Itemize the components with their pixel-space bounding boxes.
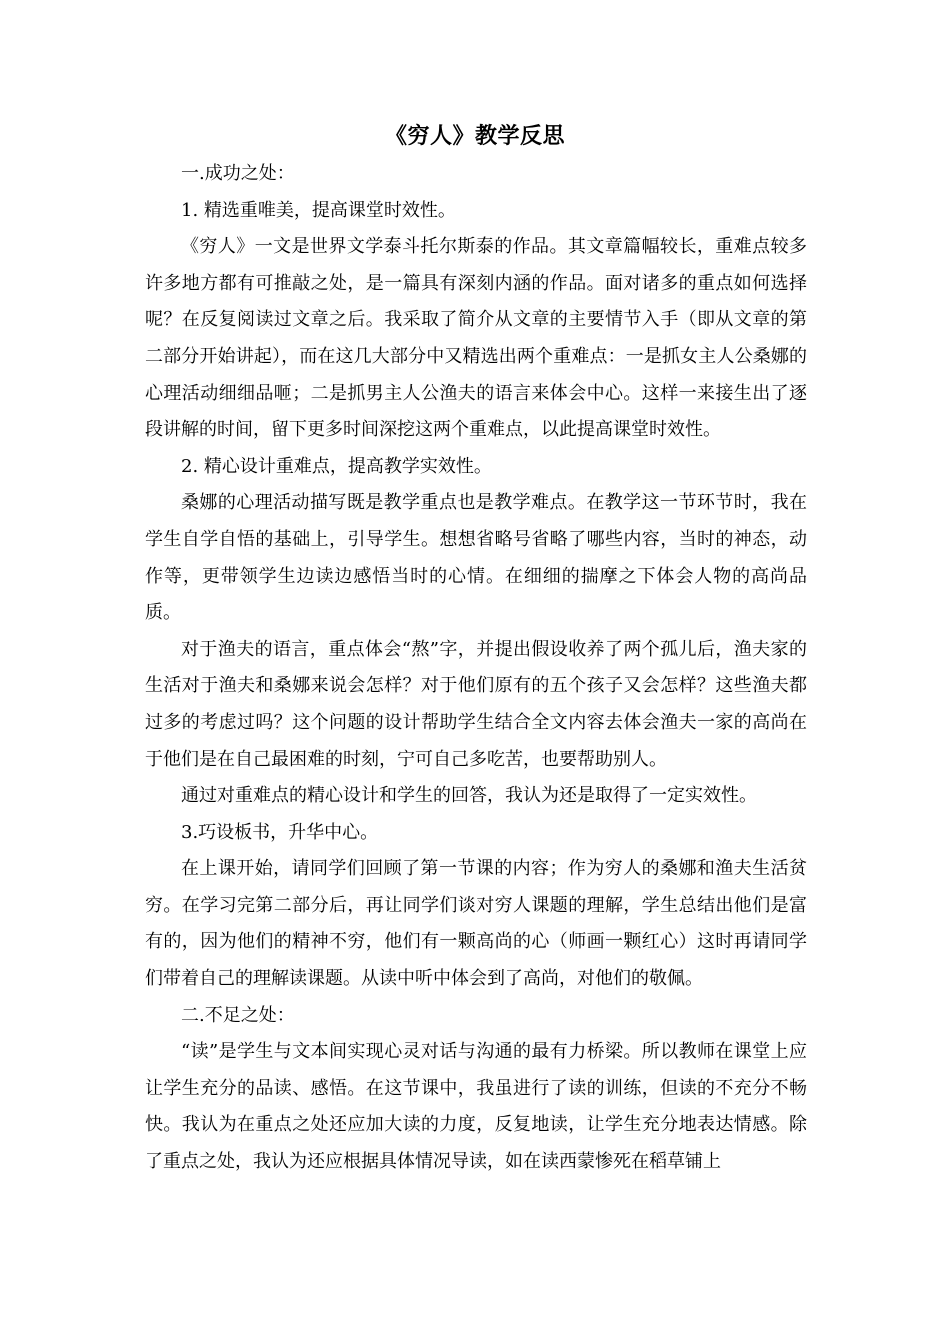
document-title: 《穷人》教学反思 — [384, 123, 565, 149]
paragraph: 通过对重难点的精心设计和学生的回答，我认为还是取得了一定实效性。 — [181, 785, 757, 807]
section-heading-shortcomings: 二.不足之处： — [181, 1004, 295, 1026]
paragraph: 在上课开始，请同学们回顾了第一节课的内容；作为穷人的桑娜和渔夫生活贫穷。在学习完第二部分后，再让同学们谈对穷人课题的理解，学生总结出他们是富有的，因为他们的精神不穷，他们有一颗高尚的心（师画一颗红心）这时再请同学们带着自己的理解读课题。从读中听中体会到了高尚，对他们的敬佩。 — [145, 858, 807, 990]
subheading-2: 2. 精心设计重难点，提高教学实效性。 — [181, 455, 492, 477]
section-heading-successes: 一.成功之处： — [181, 163, 295, 184]
paragraph: 《穷人》一文是世界文学泰斗托尔斯泰的作品。其文章篇幅较长，重难点较多许多地方都有可推敲之处，是一篇具有深刻内涵的作品。面对诸多的重点如何选择呢？在反复阅读过文章之后。我采取了简介从文章的主要情节入手（即从文章的第二部分开始讲起），而在这几大部分中又精选出两个重难点：一是抓女主人公桑娜的心理活动细细品咂；二是抓男主人公渔夫的语言来体会中心。这样一来接生出了逐段讲解的时间，留下更多时间深挖这两个重难点，以此提高课堂时效性。 — [145, 236, 807, 441]
paragraph: “读”是学生与文本间实现心灵对话与沟通的最有力桥梁。所以教师在课堂上应让学生充分的品读、感悟。在这节课中，我虽进行了读的训练，但读的不充分不畅快。我认为在重点之处还应加大读的力度，反复地读，让学生充分地表达情感。除了重点之处，我认为还应根据具体情况导读，如在读西蒙惨死在稻草铺上 — [145, 1041, 807, 1173]
subheading-3: 3.巧设板书，升华中心。 — [181, 821, 379, 843]
paragraph: 对于渔夫的语言，重点体会“熬”字，并提出假设收养了两个孤儿后，渔夫家的生活对于渔夫和桑娜来说会怎样？对于他们原有的五个孩子又会怎样？这些渔夫都过多的考虑过吗？这个问题的设计帮助学生结合全文内容去体会渔夫一家的高尚在于他们是在自己最困难的时刻，宁可自己多吃苦，也要帮助别人。 — [145, 638, 807, 770]
paragraph: 桑娜的心理活动描写既是教学重点也是教学难点。在教学这一节环节时，我在学生自学自悟的基础上，引导学生。想想省略号省略了哪些内容，当时的神态，动作等，更带领学生边读边感悟当时的心情。在细细的揣摩之下体会人物的高尚品质。 — [145, 492, 807, 624]
document-body — [145, 156, 807, 1181]
subheading-1: 1. 精选重唯美，提高课堂时效性。 — [181, 199, 456, 221]
